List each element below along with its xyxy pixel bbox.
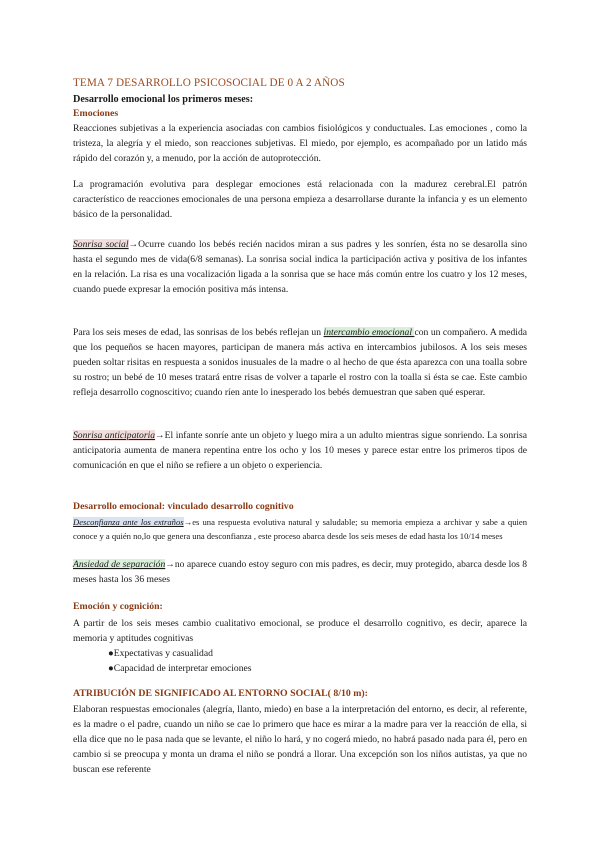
paragraph-emotions-definition: Reacciones subjetivas a la experiencia asociadas con cambios fisiológicos y conductuales. Las emociones , como la tristeza, la alegría y el miedo, son reacciones subjetivas. El miedo, por ejemplo, es acompañado por un latido más rápido del corazón y, a menudo, por la acción de autoprotección. bbox=[73, 123, 527, 165]
term-separation-anxiety: Ansiedad de separación bbox=[73, 559, 166, 570]
section-heading-cognitive-link: Desarrollo emocional: vinculado desarrollo cognitivo bbox=[73, 501, 294, 512]
term-social-smile: Sonrisa social bbox=[73, 239, 129, 250]
term-stranger-wariness: Desconfianza ante los extraños bbox=[73, 517, 184, 527]
arrow-icon: → bbox=[183, 517, 193, 527]
paragraph-anticipatory-smile bbox=[73, 428, 527, 473]
bullet-item-expectations: ●Expectativas y casualidad bbox=[108, 648, 213, 659]
social-smile-text: Ocurre cuando los bebés recién nacidos miran a sus padres y les sonríen, ésta no se desarolla sino hasta el segundo mes de vida(6/8 semanas). La sonrisa social indica la participación activa y positiva de los infantes en la relación. La risa es una vocalización ligada a la sonrisa que se hace más común entre los cuatro y los 12 meses, cuando puede expresar la emoción positiva más intensa. bbox=[73, 239, 527, 296]
term-anticipatory-smile: Sonrisa anticipatoria bbox=[73, 430, 156, 441]
anticipatory-smile-text: El infante sonríe ante un objeto y luego mira a un adulto mientras sigue sonriendo. La sonrisa anticipatoria aumenta de manera repentina entre los ocho y los 10 meses y parece estar entre los primeros tipos de comunicación en que el niño se refiere a un objeto o experiencia. bbox=[73, 430, 527, 472]
paragraph-social-referencing: Elaboran respuestas emocionales (alegría, llanto, miedo) en base a la interpretación del entorno, es decir, al referente, es la madre o el padre, cuando un niño se cae lo primero que hace es mirar a la madre para ver la reacción de ella, si ella dice que no le pasa nada que se levante, el niño lo hará, y no cogerá miedo, no habrá pasado nada para él, pero en cambio si se preocupa y monta un drama el niño se pondrá a llorar. Una excepción son los niños autistas, ya que no buscan ese referente bbox=[73, 704, 527, 776]
section-heading-emotion-cognition: Emoción y cognición: bbox=[73, 601, 163, 612]
stranger-wariness-text: es una respuesta evolutiva natural y saludable; su memoria empieza a archivar y sabe a quien conoce y a quién no,lo que genera una desconfianza , este proceso abarca desde los seis meses de edad hasta los 10/14 meses bbox=[73, 517, 527, 541]
paragraph-stranger-wariness bbox=[73, 516, 527, 543]
paragraph-emotion-cognition: A partir de los seis meses cambio cualitativo emocional, se produce el desarrollo cognitivo, es decir, aparece la memoria y aptitudes cognitivas bbox=[73, 618, 527, 645]
paragraph-evolutionary-programming: La programación evolutiva para desplegar emociones está relacionada con la madurez cerebral.El patrón característico de reacciones emocionales de una persona empieza a desarrollarse durante la infancia y es un elemento básico de la personalidad. bbox=[73, 179, 527, 221]
paragraph-separation-anxiety bbox=[73, 557, 527, 587]
page-title: TEMA 7 DESARROLLO PSICOSOCIAL DE 0 A 2 AÑOS bbox=[73, 77, 345, 89]
subheading-emotions: Emociones bbox=[73, 108, 119, 119]
separation-anxiety-text: no aparece cuando estoy seguro con mis padres, es decir, muy protegido, abarca desde los 8 meses hasta los 36 meses bbox=[73, 559, 527, 586]
section-heading-social-referencing: ATRIBUCIÓN DE SIGNIFICADO AL ENTORNO SOCIAL( 8/10 m): bbox=[73, 688, 368, 699]
arrow-icon: → bbox=[155, 430, 165, 441]
term-emotional-exchange: intercambio emocional bbox=[323, 327, 415, 338]
section-heading-emotional-development: Desarrollo emocional los primeros meses: bbox=[73, 94, 254, 105]
arrow-icon: → bbox=[128, 239, 139, 250]
arrow-icon: → bbox=[165, 559, 175, 570]
emotional-exchange-intro: Para los seis meses de edad, las sonrisas de los bebés reflejan un bbox=[73, 327, 324, 338]
paragraph-emotional-exchange bbox=[73, 325, 527, 400]
paragraph-social-smile bbox=[73, 237, 527, 297]
bullet-item-interpret-emotions: ●Capacidad de interpretar emociones bbox=[108, 663, 252, 674]
emotional-exchange-text: con un compañero. A medida que los pequeños se hacen mayores, participan de manera más activa en intercambios jubilosos. A los seis meses pueden soltar risitas en respuesta a sonidos inusuales de la madre o al hecho de que ésta aparezca con una toalla sobre su rostro; un bebé de 10 meses tratará entre risas de volver a taparle el rostro con la toalla si ésta se cae. Este cambio refleja desarrollo cognoscitivo; cuando ríen ante lo inesperado los bebés demuestran que saben qué esperar. bbox=[73, 327, 528, 399]
